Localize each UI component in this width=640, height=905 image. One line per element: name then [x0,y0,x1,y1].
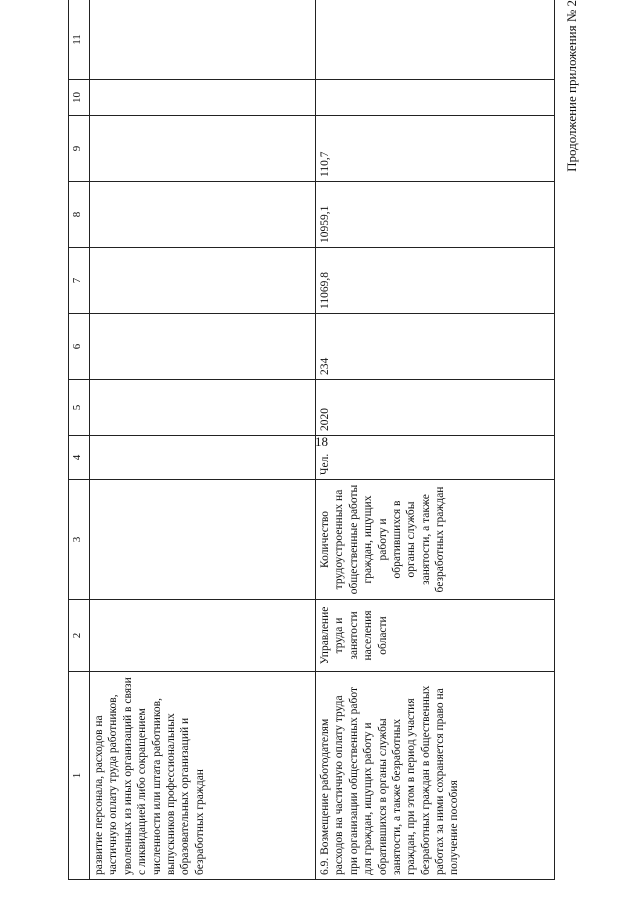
column-header: 11 [69,0,90,80]
budget-cell: 10959,1 [316,182,555,248]
column-header: 10 [69,80,90,116]
unit-cell [90,436,316,480]
col11-cell [90,0,316,80]
column-header: 5 [69,380,90,436]
regional-cell [90,116,316,182]
column-header: 4 [69,436,90,480]
unit-cell: Чел. [316,436,555,480]
header-row [69,0,90,880]
executor-cell: Управление труда и занятости населения области [316,600,555,672]
table-row [316,0,555,880]
indicator-cell: Количество трудоустроенных на общественные работы граждан, ищущих работу и обратившихся в органы службы занятости, а также безработных граждан [316,480,555,600]
year-cell [90,380,316,436]
indicator-cell [90,480,316,600]
column-header: 3 [69,480,90,600]
value-cell: 234 [316,314,555,380]
event-description-cell: развитие персонала, расходов на частичную оплату труда работников, уволенных из иных организаций в связи с ликвидацией либо сокращением численности или штата работников, выпускников профессиональных образовательных организаций и безработных граждан [90,672,316,880]
budget-cell [90,182,316,248]
column-header: 7 [69,248,90,314]
total-cell [90,248,316,314]
column-header: 2 [69,600,90,672]
rotated-page [68,0,598,880]
year-cell: 2020 [316,380,555,436]
value-cell [90,314,316,380]
regional-cell: 110,7 [316,116,555,182]
executor-cell [90,600,316,672]
column-header: 8 [69,182,90,248]
event-description-cell: 6.9. Возмещение работодателям расходов на частичную оплату труда при организации общественных работ для граждан, ищущих работу и обратившихся в органы службы занятости, а также безработных граждан, при этом в период участия безработных граждан в общественных работах за ними сохраняется право на получение пособия [316,672,555,880]
page-number: 18 [315,434,328,449]
program-table [68,0,555,880]
total-cell: 11069,8 [316,248,555,314]
column-header: 6 [69,314,90,380]
col10-cell [90,80,316,116]
col11-cell [316,0,555,80]
column-header: 1 [69,672,90,880]
col10-cell [316,80,555,116]
column-header: 9 [69,116,90,182]
table-row [90,0,316,880]
appendix-caption: Продолжение приложения № 2 [564,0,579,172]
